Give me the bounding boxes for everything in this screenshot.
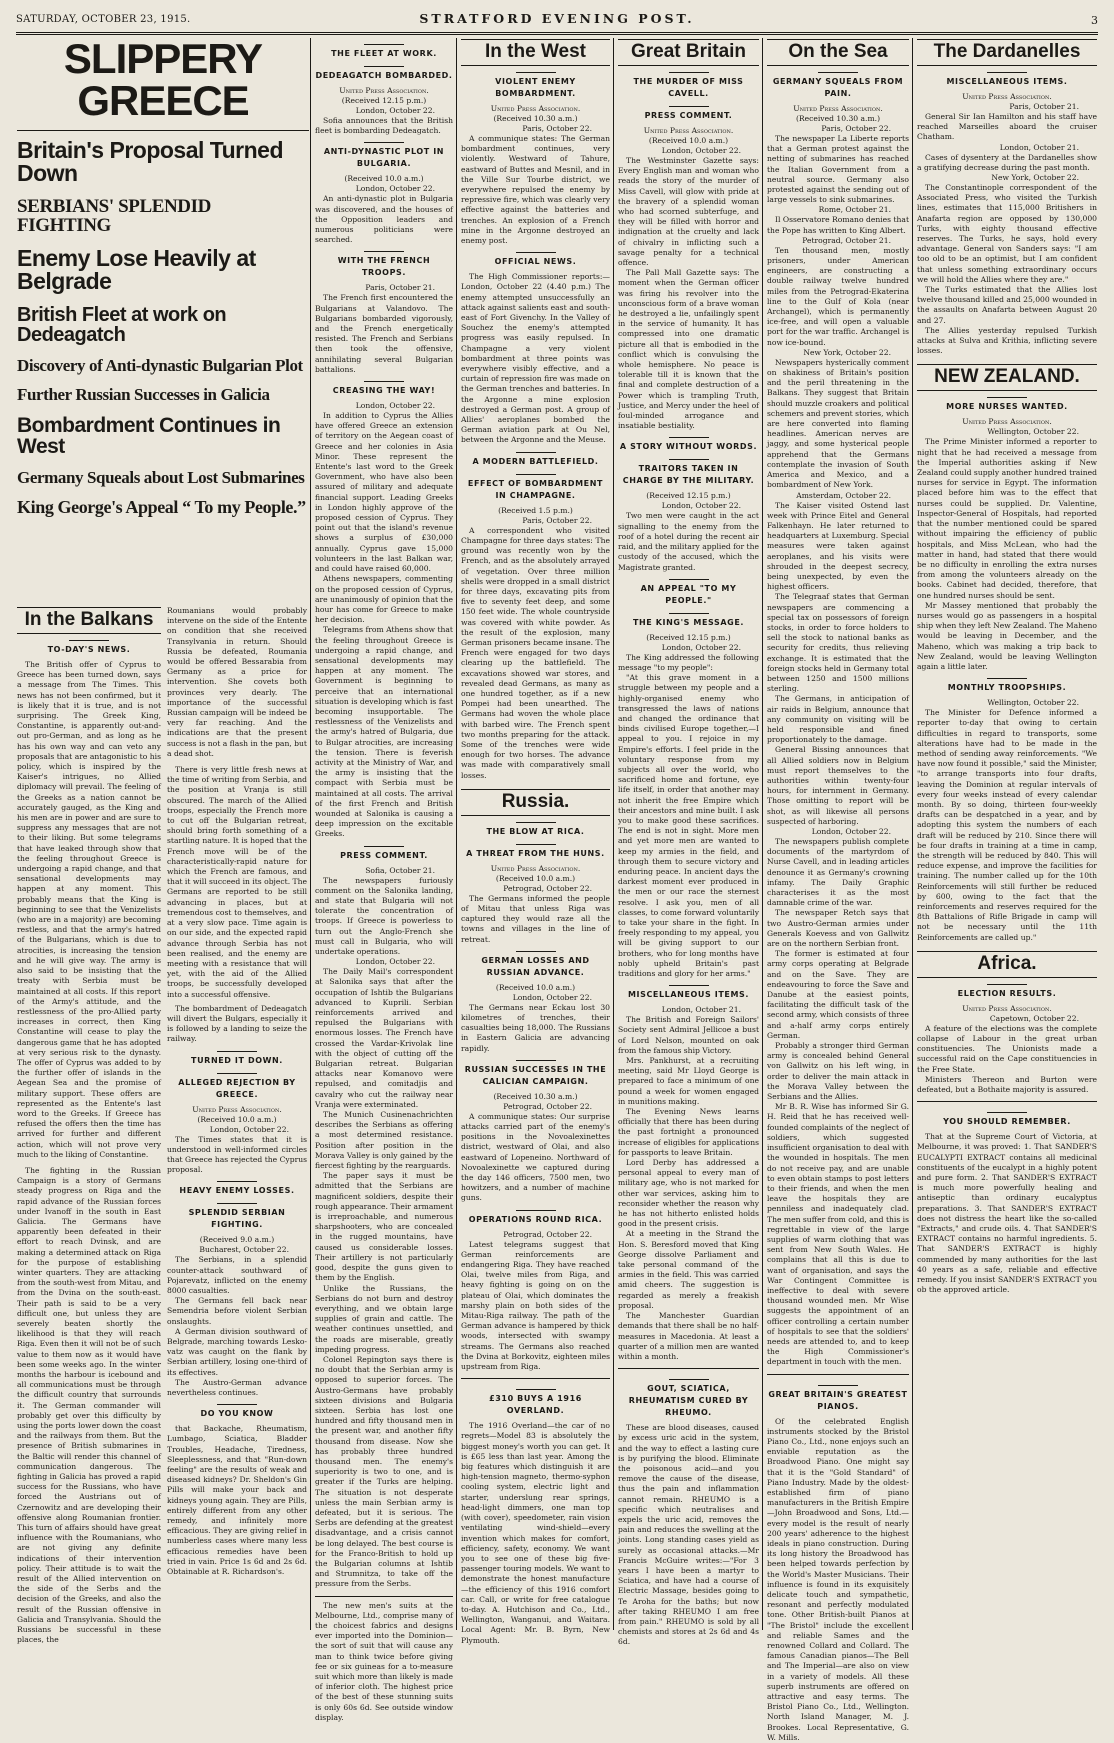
- section-heading-great-britain: Great Britain: [618, 39, 759, 66]
- article-paragraph: There is very little fresh news at the time of writing from Serbia, and the position at Vranja is still obscured. The march of the Allied troops, especially the French more to cut off the Bulgarian retreat, should bring forth something of a startling nature. It is hoped that the French move will be of the characteristically-rapid nature for which the French are famous, and that it will succeed in its object. The Germans are reported to be still advancing in places, but at tremendous cost to themselves, and at a very slow pace. Time again is on our side, and the expected rapid advance through Serbia has not been realised, and the enemy are meeting with a resistance that will yet, with the aid of the Allied troops, be successfully developed into a successful offensive.: [167, 765, 307, 999]
- agency-credit: United Press Association.: [339, 86, 429, 95]
- received-time: (Received 10.0 a.m.): [344, 174, 424, 184]
- subheading: THE KING'S MESSAGE.: [618, 613, 759, 629]
- dateline: Paris, October 21.: [1009, 102, 1079, 111]
- subheading: VIOLENT ENEMY BOMBARDMENT.: [461, 72, 610, 100]
- issue-date: SATURDAY, OCTOBER 23, 1915.: [16, 14, 191, 25]
- received-time: (Received 12.15 p.m.): [341, 96, 427, 105]
- dateline: Bucharest, October 22.: [199, 1245, 289, 1255]
- dateline: London, October 22.: [355, 106, 435, 115]
- section-heading-sea: On the Sea: [767, 39, 909, 66]
- section-heading-dardanelles: The Dardanelles: [917, 39, 1097, 66]
- subheading: DO YOU KNOW: [167, 1404, 307, 1420]
- article-paragraph: A feature of the elections was the complete collapse of Labour in the great urban constituencies. The Unionists made a successful raid on the Cape constituencies in the Free State.: [917, 1023, 1097, 1074]
- dateline: London, October 22.: [661, 501, 741, 511]
- received-time: (Received 10.0 a.m.): [197, 1114, 277, 1124]
- dateline: Wellington, October 22.: [987, 698, 1079, 708]
- article-paragraph: The newspapers publish complete documents of the martyrdom of Nurse Cavell, and in leading articles denounce it as Germany's crowning infamy. The Daily Graphic characterises it as the most damnable crime of the war.: [767, 837, 909, 908]
- subheading: THE FLEET AT WORK.: [315, 44, 453, 60]
- article-paragraph: Ministers Thereon and Burton were defeated, but a Bothaite majority is assured.: [917, 1074, 1097, 1095]
- section-heading-russia: Russia.: [461, 789, 610, 816]
- section-heading-africa: Africa.: [917, 951, 1097, 978]
- column-1: [14, 606, 164, 1645]
- article-paragraph: A German division southward of Belgrade, marching towards Lesko-vatz was caught on the flank by Serbian artillery, losing one-third of its effectives.: [167, 1326, 307, 1377]
- article-paragraph: At a meeting in the Strand the Hon. S. Beresford moved that King George dissolve Parliament and take personal command of the armies in the field. This was carried amid cheers. The suggestion is regarded as merely a freakish proposal.: [618, 1229, 759, 1310]
- subheading: MISCELLANEOUS ITEMS.: [917, 72, 1097, 88]
- dateline: London, October 22.: [661, 642, 741, 652]
- article-paragraph: Colonel Repington says there is no doubt that the Serbian army is opposed to superior forces. The Austro-Germans have probably sixteen divisions and Bulgaria sixteen. Serbia has lost one hundred and fifty thousand men in the present war, and another fifty thousand from disease. Now she has probably three hundred thousand men. The enemy's superiority is two to one, and is greater if the Turks are helping. The situation is not desperate unless the main Serbian army is defeated, but it is serious. The Serbs are defending at the greatest disadvantage, and a crisis cannot be long delayed. The best course is for the Franco-British to hold up the Bulgarian columns at Ishtib and Strumnitza, to take off the pressure from the Serbs.: [315, 1354, 453, 1589]
- article-paragraph: The newspaper Retch says that two Austro-German armies under Generals Koevess and von Gallwitz are on the northern Serbian front.: [767, 908, 909, 949]
- dateline: Petrograd, October 22.: [503, 1101, 592, 1111]
- agency-credit: United Press Association.: [962, 92, 1052, 101]
- column-5: [615, 38, 762, 1647]
- article-paragraph: Mrs. Pankhurst, at a recruiting meeting, said Mr Lloyd George is prepared to face a minimum of one pound a week for women engaged in munitions making.: [618, 1056, 759, 1106]
- advertisement-text: The new men's suits at the Melbourne, Ltd., comprise many of the choicest fabrics and designs ever imported into the Dominion—the sort of suit that will cause any man to think twice before giving fee or six guineas for a to-measure suit which more than likely is made of inferior cloth. The highest price of the best of these stunning suits is only 60s 6d. See outside window display.: [315, 1600, 453, 1722]
- article-paragraph: Athens newspapers, commenting on the proposed cession of Cyprus, are unanimously of opinion that the hour has come for Greece to make her decision.: [315, 574, 453, 625]
- subheading: CREASING THE WAY!: [315, 381, 453, 397]
- article-paragraph: The Evening News learns officially that there has been during the past fortnight a pronounced increase of eligibles for applications for passports to leave Britain.: [618, 1107, 759, 1157]
- dateline: London, October 22.: [355, 401, 435, 411]
- headline: Bombardment Continues in West: [17, 414, 281, 458]
- article-paragraph: A communique states: Our surprise attacks carried part of the enemy's positions in the Novoalexinettes district, westward of Olai, and also eastward of Lopeneino. Northward of Novoalexinette we captured during the day 146 officers, 7500 men, two howitzers, and a number of machine guns.: [461, 1111, 610, 1203]
- article-paragraph: The former is estimated at four army corps operating at Belgrade and on the Save. They are endeavouring to force the Save and Danube at the easiest points, facilitating the difficult task of the second army, which consists of three and a-half army corps entirely German.: [767, 949, 909, 1040]
- subheading: OPERATIONS ROUND RICA.: [461, 1210, 610, 1226]
- article-paragraph: The Kaiser visited Ostend last week with Prince Eitel and General Falkenhayn. He later returned to headquarters at Luxemburg. Special measures were taken against aeroplanes, and his visits were shrouded in the deepest secrecy, being unexpected, by even the highest officers.: [767, 500, 909, 592]
- article-paragraph: The Austro-German advance nevertheless continues.: [167, 1377, 307, 1397]
- column-rule: [456, 38, 457, 1630]
- article-paragraph: Roumanians would probably intervene on the side of the Entente on condition that she received Transylvania in return. Should Russia be defeated, Roumania would be offered Bessarabia from Germany as a price for intervention. She covets both provinces very dearly. The importance of the successful Russian campaign will be indeed be very far reaching. And the indications are that the present success is not a flash in the pan, but a dead shot.: [167, 606, 307, 758]
- headline: Enemy Lose Heavily at Belgrade: [17, 245, 256, 294]
- article-paragraph: The Germans, in anticipation of air raids in Belgium, announce that any community on visiting will be held responsible and fined proportionately to the damage.: [767, 694, 909, 745]
- dateline: Paris, October 22.: [821, 124, 891, 133]
- article-paragraph: General Bissing announces that all Allied soldiers now in Belgium must report themselves to the authorities within twenty-four hours, for internment in Germany. Those omitting to report will be shot, as will likewise all persons suspected of harboring.: [767, 745, 909, 826]
- dateline: Paris, October 22.: [522, 515, 592, 525]
- advertisement-text: These are blood diseases, caused by excess uric acid in the system, and the way to effect a lasting cure is by purifying the blood. Eliminate the poisonous acid—and you remove the cause of the disease, thus the pain and inflammation cannot remain. RHEUMO is a specific which neutralises and expels the uric acid, removes the pain and reduces the swelling at the joints. Long standing cases yield as surely as occasional attacks.—Mr Francis McGuire writes:—"For 3 years I have been a martyr to Sciatica, and have had a course of Electric Massage, besides going to Te Aroha for the baths; but now after taking RHEUMO I am free from pain." RHEUMO is sold by all chemists and stores at 2s 6d and 4s 6d.: [618, 1423, 759, 1647]
- received-time: (Received 10.0 a.m.): [495, 873, 576, 883]
- headline: Further Russian Successes in Galicia: [17, 385, 270, 404]
- subheading: TO-DAY'S NEWS.: [17, 640, 161, 656]
- article-paragraph: Mr Massey mentioned that probably the nurses would go as passengers in a hospital ship when they left New Zealand. The Maheno would be leaving in December, and the Maheno, which was making a trip back to New Zealand, would be leaving Wellington again a little later.: [917, 600, 1097, 671]
- subheading: GERMAN LOSSES AND RUSSIAN ADVANCE.: [461, 951, 610, 979]
- column-rule: [613, 38, 614, 1630]
- agency-credit: United Press Association.: [192, 1104, 282, 1114]
- column-6: [764, 38, 912, 1742]
- subheading: A STORY WITHOUT WORDS.: [618, 437, 759, 453]
- agency-credit: United Press Association.: [490, 863, 581, 873]
- subheading: ANTI-DYNASTIC PLOT IN BULGARIA.: [315, 142, 453, 170]
- newspaper-title: STRATFORD EVENING POST.: [419, 11, 695, 26]
- article-paragraph: Mr B. R. Wise has informed Sir G. H. Reid that he has received well-founded complaints of the neglect of soldiers, which suggested insufficient organisation to deal with the wounded in hospitals. The men do not receive pay, and are unable to even obtain stamps to post letters to their friends, and when the men leave the hospitals they are penniless and inadequately clad. The men suffer from cold, and this is regrettable in view of the large supplies of warm clothing that was sent from New South Wales. He complains that all this is due to want of organisation, and says the War Contingent Committee is ineffective to deal with severe thousand wounded men. Mr Wise suggests the appointment of an officer controlling a certain number of hospitals to see that the soldiers' needs are attended to, and to keep the High Commissioner's department in touch with the men.: [767, 1102, 909, 1367]
- subheading: AN APPEAL "TO MY PEOPLE.": [618, 579, 759, 607]
- dateline: Petrograd, October 21.: [802, 235, 891, 245]
- article-paragraph: "At this grave moment in a struggle between my people and a highly-organised enemy who transgressed the laws of nations and changed the ordinance that binds civilised Europe together,—I appeal to you. I rejoice in my Empire's efforts. I feel pride in the voluntary response from my subjects all over the world, who sacrificed home and fortune, eye life itself, in order that another may not inherit the free Empire which their ancestors and mine built. I ask you to make good these sacrifices. The end is not in sight. More men and yet more men are wanted to keep my armies in the field, and through them to secure victory and enduring peace. In ancient days the darkest moment ever produced in the men or our race the sternest resolve. I ask you, men of all classes, to come forward voluntarily to take your share in the fight. In freely responding to my appeal, you will be giving support to our brothers, who for long months have nobly upheld Britain's past traditions and glory for her arms.": [618, 673, 759, 978]
- article-paragraph: In addition to Cyprus the Allies have offered Greece an extension of territory on the Aegean coast of Greece and her colonies in Asia Minor. These represent the Entente's last word to the Greek Government, who have also been assured of military and adequate financial support. Leading Greeks in London highly approve of the proposed cession of Cyprus. They point out that the island's revenue shows a surplus of £30,000 annually. Cyprus gave 15,000 volunteers in the last Balkan war, and could have raised 60,000.: [315, 411, 453, 574]
- subheading: A THREAT FROM THE HUNS.: [461, 844, 610, 860]
- article-paragraph: The Telegraaf states that German newspapers are commencing a special tax on possessors of foreign stocks, in order to force holders to sell the stock to national banks as security for credits, thus relieving exchange. It is estimated that the foreign stocks held in Germany total between 1250 and 1500 millions sterling.: [767, 592, 909, 694]
- article-paragraph: The fighting in the Russian Campaign is a story of Germans steady progress on Riga and the rapid advance of the Russian forces under Ivanoff in the south in East Galicia. The Germans have apparently been defeated in their effort to reach Dvinsk, and are making a determined attack on Riga for the purpose of establishing winter quarters. They are attacking from the south-west from Mitau, and from the Dvina on the south-east. Their path is said to be a very difficult one, but unless they are severely beaten shortly the likelihood is that they will reach Riga. Even then it will not be of such value to them now as it would have been some weeks ago. In the winter months the harbour is icebound and all communications must be through the difficult country that surrounds it. The German commander will probably get over this difficulty by using the ports lower down the coast and the railways from them. But the presence of British submarines in the Baltic will render this channel of communication dangerous. The fighting in Galicia has proved a rapid success for the Russians, who have forced the Austrians out of Czernowitz and are developing their offensive along Roumanian frontier. This turn of affairs should have great influence with the Roumanians, who are not giving any definite indications of their intervention policy. Their attitude is to wait the result of the Allied intervention on the side of the Serbs and the decision of the Greeks, and also the result of the Russian offensive in Galicia and Transylvania. Should the Russians be successful in these places, the: [17, 1165, 161, 1645]
- article-paragraph: The Daily Mail's correspondent at Salonika says that after the occupation of Ishtib the Bulgarians advanced to Kuprili. Serbian reinforcements arrived and repulsed the Bulgarians with enormous losses. The French have crossed the Vardar-Krivolak line with the object of cutting off the Bulgarian retreat. Bulgarian attacks near Komanovo were repulsed, and comitadjis and cavalry who cut the railway near Vranja were exterminated.: [315, 967, 453, 1109]
- subheading: RUSSIAN SUCCESSES IN THE CALICIAN CAMPAIGN.: [461, 1060, 610, 1088]
- article-paragraph: A communique states: The German bombardment continues, very violently. Westward of Tahure, eastward of Buttes and Mesnil, and in the Ville Sur Tourbe district, we everywhere repulsed the enemy by repressive fire, which was clearly very effective against the batteries and trenches. An explosion of a French mine in the Argonne destroyed an enemy post.: [461, 134, 610, 246]
- article-paragraph: The Times states that it is understood in well-informed circles that Greece has rejected the Cyprus proposal.: [167, 1134, 307, 1175]
- headline: Discovery of Anti-dynastic Bulgarian Plot: [17, 356, 303, 375]
- advertisement-text: The 1916 Overland—the car of no regrets—Model 83 is absolutely the biggest money's worth you can get. It is £65 less than last year. Among the big features which distinguish it are high-tension magneto, thermo-syphon cooling system, electric light and starter, underslung rear springs, head-light dimmers, one man top (with cover), speedometer, rain vision ventilating wind-shield—every invention which makes for comfort, efficiency, safety, economy. We want you to see one of these big five-passenger touring models. We want to demonstrate the honest manufacture—the efficiency of this 1916 comfort car. Call, or write for free catalogue to-day. A. Hutchison and Co., Ltd., Wellington, Wanganui, and Waitara. Local Agent: Mr. B. Byrn, New Plymouth.: [461, 1421, 610, 1645]
- article-paragraph: The Germans near Eckau lost 30 kilometres of trenches, their casualties being 18,000. The Russians in Eastern Galicia are advancing rapidly.: [461, 1002, 610, 1053]
- article-paragraph: Telegrams from Athens show that the feeling throughout Greece is undergoing a rapid change, and sensational developments may happen at any moment. The Government is beginning to perceive that an international situation is developing which is fast becoming insupportable. The restlessness of the Venizelists and the army's hatred of Bulgaria, due to Bulgar atrocities, are increasing the tension. There is feverish activity at the Ministry of War, and the army is insisting that the compact with Serbia must be maintained at all costs. The arrival of the first French and British wounded at Salonika is causing a deep impression on the excitable Greeks.: [315, 625, 453, 839]
- section-heading-west: In the West: [461, 39, 610, 66]
- article-paragraph: The Pall Mall Gazette says: The moment when the German officer was firing his revolver into the unconscious form of a brave woman he destroyed a lie, unfailingly spent in the service of humanity. It has compressed into one dramatic picture all that is embodied in the conflict which is convulsing the whole hemisphere. No peace is tolerable till it is known that the final and complete destruction of a Power which is trampling Truth, Justice, and Mercy under the heel of foul-minded arrogance and insatiable bestiality.: [618, 268, 759, 431]
- article-paragraph: Sofia announces that the British fleet is bombarding Dedeagatch.: [315, 116, 453, 136]
- article-paragraph: Lord Derby has addressed a personal appeal to every man of military age, who is not marked for other war services, asking him to reconsider whether the reason why he has not hitherto enlisted holds good in the present crisis.: [618, 1158, 759, 1229]
- subheading: EFFECT OF BOMBARDMENT IN CHAMPAGNE.: [461, 474, 610, 502]
- subheading: TURNED IT DOWN.: [167, 1051, 307, 1067]
- subheading: MISCELLANEOUS ITEMS.: [618, 985, 759, 1001]
- dateline: London, October 22.: [355, 184, 435, 194]
- article-paragraph: The High Commissioner reports:— London, October 22 (4.40 p.m.) The enemy attempted unsuccessfully an attack against salients east and south-east of Fort Givenchy. In the Valley of Souchez the enemy's attempted progress was easily repulsed. In Champagne a very violent bombardment at three points was everywhere visibly effective, and a curtain of repression fire was made on the German trenches and batteries. In the Argonne a mine explosion destroyed a German post. A group of Allies' aeroplanes bombed the German aviation park at Ou Nel, between the Argonne and the Meuse.: [461, 272, 610, 445]
- subheading: MORE NURSES WANTED.: [917, 397, 1097, 413]
- article-paragraph: The Munich Cusinenachrichten describes the Serbians as offering a most determined resistance. Position after position in the Morava Valley is only gained by the fiercest fighting by the rearguards.: [315, 1110, 453, 1171]
- article-paragraph: The Allies yesterday repulsed Turkish attacks at Sulva and Krithia, inflicting severe losses.: [917, 325, 1097, 356]
- article-paragraph: The Serbians, in a splendid counter-attack southward of Pojarevatz, inflicted on the enemy 8000 casualties.: [167, 1255, 307, 1295]
- agency-credit: United Press Association.: [962, 1003, 1052, 1013]
- headline: King George's Appeal “ To my People.”: [17, 497, 306, 517]
- headline: SERBIANS' SPLENDID FIGHTING: [17, 196, 211, 236]
- subheading: ALLEGED REJECTION BY GREECE.: [167, 1073, 307, 1101]
- subheading: PRESS COMMENT.: [315, 846, 453, 862]
- advertisement-text: That at the Supreme Court of Victoria, at Melbourne, it was proved: 1. That SANDER'S EUCALYPTI EXTRACT contains all medicinal constituents of the eucalypt in a highly potent and pure form. 2. That SANDER'S EXTRACT is much more powerfully healing and antiseptic than ordinary eucalyptus preparations. 3. That SANDER'S EXTRACT does not distress the heart like the so-called "Extracts," and crude oils. 4. That SANDER'S EXTRACT contains no harmful ingredients. 5. That SANDER'S EXTRACT is highly commended by many authorities for the last 40 years as a safe, reliable and effective remedy. If you insist SANDER'S EXTRACT you ob the approved article.: [917, 1132, 1097, 1295]
- subheading: OFFICIAL NEWS.: [461, 252, 610, 268]
- article-paragraph: Cases of dysentery at the Dardanelles show a gratifying decrease during the past month.: [917, 152, 1097, 172]
- article-paragraph: Unlike the Russians, the Serbians do not burn and destroy everything, and we obtain large supplies of grain and cattle. The weather continues unsettled, and the roads are miserable, greatly impeding progress.: [315, 1283, 453, 1354]
- subheading: WITH THE FRENCH TROOPS.: [315, 251, 453, 279]
- dateline: Petrograd, October 22.: [503, 883, 592, 893]
- subheading: ELECTION RESULTS.: [917, 984, 1097, 1000]
- dateline: Petrograd, October 22.: [503, 1229, 592, 1239]
- page-number: 3: [1091, 14, 1098, 27]
- dateline: Wellington, October 22.: [987, 427, 1079, 437]
- subheading: DEDEAGATCH BOMBARDED.: [315, 66, 453, 82]
- column-rule: [762, 38, 763, 1630]
- article-paragraph: The Manchester Guardian demands that there shall be no half-measures in Macedonia. At least a quarter of a million men are wanted within a month.: [618, 1311, 759, 1361]
- advertisement-heading: GREAT BRITAIN'S GREATEST PIANOS.: [767, 1385, 909, 1413]
- main-headline: SLIPPERY GREECE: [63, 35, 263, 124]
- article-paragraph: General Sir Ian Hamilton and his staff have reached Marseilles aboard the cruiser Chatham.: [917, 112, 1097, 142]
- article-paragraph: An anti-dynastic plot in Bulgaria was discovered, and the houses of the Opposition leaders and numerous politicians were searched.: [315, 194, 453, 245]
- subheading: MONTHLY TROOPSHIPS.: [917, 678, 1097, 694]
- article-paragraph: Two men were caught in the act signalling to the enemy from the roof of a hotel during the recent air raid, and the military applied for the custody of the accused, which the Magistrate granted.: [618, 511, 759, 572]
- received-time: (Received 12.15 p.m.): [646, 632, 731, 642]
- article-paragraph: The French first encountered the Bulgarians at Valandovo. The Bulgarians bombarded vigorously, and the French energetically resisted. The French and Serbians then took the offensive, annihilating several Bulgarian battalions.: [315, 293, 453, 374]
- dateline: New York, October 22.: [803, 347, 891, 357]
- article-paragraph: The Germans informed the people of Mitau that unless Riga was captured they would raze all the towns and villages in the line of retreat.: [461, 893, 610, 944]
- agency-credit: United Press Association.: [643, 126, 734, 135]
- received-time: (Received 10.0 a.m.): [648, 136, 729, 145]
- advertisement-heading: £310 BUYS A 1916 OVERLAND.: [461, 1389, 610, 1417]
- article-paragraph: The Germans fell back near Semendria before violent Serbian onslaughts.: [167, 1296, 307, 1326]
- subheading: GERMANY SQUEALS FROM PAIN.: [767, 72, 909, 100]
- article-paragraph: The Westminster Gazette says: Every English man and woman who reads the story of the murder of Miss Cavell, will glow with pride at the bravery of a splendid woman who had scorned subterfuge, and they will be filled with horror and indignation at the cruelty and lack of chivalry in inflicting such a savage penalty for a technical offence.: [618, 156, 759, 268]
- dateline: London, October 22.: [209, 1124, 289, 1134]
- article-paragraph: Ten thousand men, mostly prisoners, under American engineers, are constructing a double railway twelve hundred miles from the Petrograd-Ekaterina line to the Gulf of Kola (near Archangel), which is permanently ice-free, and will open a valuable port for the war traffic. Archangel is now ice-bound.: [767, 245, 909, 347]
- article-paragraph: The King addressed the following message "to my people":: [618, 652, 759, 672]
- article-paragraph: The British and Foreign Sailors' Society sent Admiral Jellicoe a bust of Lord Nelson, mounted on oak from the famous ship Victory.: [618, 1015, 759, 1055]
- article-paragraph: The paper says it must be admitted that the Serbians are magnificent soldiers, despite their rough appearance. Their armament is irreproachable, and numerous sharpshooters, who are concealed in the rugged mountains, have caused us considerable losses. Their artillery is not particularly good, despite the guns given to them by the English.: [315, 1171, 453, 1283]
- section-heading-new-zealand: NEW ZEALAND.: [917, 364, 1097, 391]
- column-2: [164, 606, 310, 1630]
- dateline: Sofia, October 21.: [365, 865, 435, 875]
- dateline: Amsterdam, October 22.: [796, 490, 891, 500]
- article-paragraph: A correspondent who visited Champagne for three days states: The ground was recently won by the French, and as the absolutely arrayed of vegetation. Over three million shells were dropped in a small district for three days, excavating pits from five to seventy feet deep, and some 150 feet wide. The whole countryside was covered with white powder. As the result of the explosion, many German prisoners became insane. The French were engaged for two days clearing up the battlefield. The excavations showed war stores, and revealed dead Germans, as many as one hundred together, as if a new Pompei had been unearthed. The Germans had woven the whole place with barbed wire. The French spent two months preparing for the attack. Some of the trenches were wide enough for two horses. The advance was made with comparatively small losses.: [461, 525, 610, 780]
- headline: British Fleet at work on Dedeagatch: [17, 304, 227, 346]
- article-paragraph: Il Osservatore Romano denies that the Pope has written to King Albert.: [767, 215, 909, 235]
- received-time: (Received 10.30 a.m.): [795, 114, 881, 123]
- masthead: [16, 6, 1098, 35]
- column-4: [458, 38, 613, 1645]
- headline: Britain's Proposal Turned Down: [17, 137, 284, 186]
- subheading: THE BLOW AT RICA.: [461, 822, 610, 838]
- dateline: New York, October 22.: [991, 173, 1079, 183]
- dateline: London, October 21.: [999, 142, 1079, 152]
- received-time: (Received 12.15 p.m.): [646, 491, 731, 501]
- subheading: TRAITORS TAKEN IN CHARGE BY THE MILITARY.: [618, 459, 759, 487]
- dateline: London, October 22.: [811, 827, 891, 836]
- subheading: A MODERN BATTLEFIELD.: [461, 452, 610, 468]
- dateline: Capetown, October 22.: [989, 1013, 1079, 1023]
- article-paragraph: Latest telegrams suggest that German reinforcements are endangering Riga. They have reached Olai, twelve miles from Riga, and heavy fighting is going on on the plateau of Olai, which dominates the marshy plain on both sides of the Mitau-Riga railway. The path of the German advance is hampered by thick woods, intersected with swampy streams. The Germans also reached the Dvina at Borkovitz, eighteen miles upstream from Riga.: [461, 1239, 610, 1372]
- subheading: HEAVY ENEMY LOSSES.: [167, 1181, 307, 1197]
- article-paragraph: The British offer of Cyprus to Greece has been turned down, says a message from The Times. This news has not been confirmed, but it is likely that it is true, and is not surprising. The Greek King, Constantine, is apparently out-and-out pro-German, and as long as he has his own way and can veto any proposals that are antagonistic to his policy, which is inspired by the Kaiser's intrigues, no Allied diplomacy will prevail. The feeling of the Greeks as a nation cannot be accurately gauged, as the King and his men are in power and are sure to suppress any messages that are not to their liking. But some telegrams that have leaked through show that the feeling throughout Greece is undergoing a rapid change, and that sensational developments may happen at any moment. This probably means that the King is beginning to see that the Venizelists (who are in a majority) are becoming restless, and that the army's hatred of the Bulgarians, which is due to atrocities, is increasing the tension and he will give way. The army is also said to be insisting that the treaty with Serbia must be maintained at all costs. If this report of the Army's attitude, and the restlessness of the pro-Allied party increases in correct, then King Constantine will cease to play the dangerous game that he has adopted at very serious risk to the dynasty. The offer of Cyprus was added to by the further offer of islands in the Aegean Sea and the promise of military support. These offers are represented as the Entente's last word to the Greeks. If Greece has refused the offers then the time has arrived for further and different action, which will not prove very much to the liking of Constantine.: [17, 660, 161, 1159]
- section-heading-balkans: In the Balkans: [17, 607, 161, 634]
- article-paragraph: Probably a stronger third German army is concealed behind General von Gallwitz on his left wing, in order to deliver the main attack in the Morava Valley between the Serbians and the Allies.: [767, 1041, 909, 1102]
- article-paragraph: Newspapers hysterically comment on shakiness of Britain's position and the peril threatening in the Balkans. They suggest that Britain should muzzle croakers and political schemers and prevent stories, which are here converted into flaming headlines. American nerves are jaggy, and some hysterical people apprehend that the Germans contemplate the invasion of South America and Mexico, and a bombardment of New York.: [767, 357, 909, 490]
- dateline: London, October 22.: [355, 957, 435, 967]
- subheading: THE MURDER OF MISS CAVELL.: [618, 72, 759, 100]
- subheading: SPLENDID SERBIAN FIGHTING.: [167, 1203, 307, 1231]
- dateline: London, October 22.: [512, 992, 592, 1002]
- headline: Germany Squeals about Lost Submarines: [17, 468, 305, 487]
- column-3: [312, 38, 456, 1722]
- dateline: Paris, October 22.: [522, 124, 592, 133]
- article-paragraph: The newspapers furiously comment on the Salonika landing, and state that Bulgaria will not tolerate the concentration of troops. If Greece is powerless to turn out the Anglo-French she must call in Bulgaria, who will undertake operations.: [315, 875, 453, 956]
- agency-credit: United Press Association.: [490, 104, 581, 113]
- dateline: London, October 21.: [661, 1005, 741, 1015]
- advertisement-heading: GOUT, SCIATICA, RHEUMATISM CURED BY RHEUMO.: [618, 1379, 759, 1419]
- received-time: (Received 10.30 a.m.): [493, 1091, 578, 1101]
- advertisement-text: Of the celebrated English instruments stocked by the Bristol Piano Co., Ltd., none enjoys such an enviable reputation as the Broadwood Piano. One might say that it is the "Gold Standard" of Piano Industry. Made by the oldest-established firm of piano manufacturers in the British Empire—John Broadwood and Sons, Ltd.—every model is the result of nearly 200 years' adherence to the highest ideals in piano construction. During its long history the Broadwood has been helped towards perfection by the World's Master Musicians. Their influence is found in its exquisitely delicate touch and sympathetic, resonant and perfectly modulated tone. Other British-built Pianos at "The Bristol" include the excellent and reliable Sames and the renowned Collard and Collard. The famous Canadian pianos—The Bell and The Imperial—are also on view in a variety of models. All these superb instruments are offered on attractive and easy terms. The Bristol Piano Co., Ltd., Wellington. North Island Manager, M. J. Brookes. Local Representative, G. W. Mills.: [767, 1416, 909, 1742]
- article-paragraph: The Constantinople correspondent of the Associated Press, who visited the Turkish lines, estimates that 115,000 Britishers in Anafarta region are opposed by 130,000 Turks, with eighty thousand effective reserves. The Turks, he says, hold every advantage. General von Sanders says: "I am too old to be an optimist, but I am confident that unless something extraordinary occurs we will hold the Allies where they are.": [917, 183, 1097, 284]
- subheading: PRESS COMMENT.: [618, 106, 759, 122]
- dateline: Paris, October 21.: [365, 283, 435, 293]
- article-paragraph: The Minister for Defence informed a reporter to-day that owing to certain difficulties in regard to transports, some alterations have had to be made in the method of sending away reinforcements. "We have now found it possible," said the Minister, "to arrange transports into four drafts, leaving the Dominion at regular intervals of every four weeks instead of every calendar month. By so doing, thirteen four-weekly drafts can be despatched in a year, and by adopting this system the numbers of each draft will be reduced by 210. Since there will be four drafts in training at a time in camp, the strength will be reduced by 840. This will reduce expense, and improve the facilities for training. The number called up for the 10th Reinforcements will still further be reduced by 600, owing to the fact that the reinforcements and reserves required for the 8th Battalions of Rifle Brigade in camp will not be necessary until the 11th Reinforcements are called up.": [917, 708, 1097, 942]
- agency-credit: United Press Association.: [793, 104, 883, 113]
- article-paragraph: The newspaper La Liberte reports that a German protest against the netting of submarines has reached the Italian Government from a neutral source. Germany also protested against the sending out of large vessels to sink submarines.: [767, 134, 909, 205]
- received-time: (Received 1.5 p.m.): [498, 505, 573, 515]
- article-paragraph: The Prime Minister informed a reporter to night that he had received a message from the Imperial authorities asking if New Zealand could supply another hundred trained nurses for service in Egypt. The information placed before him was to the effect that nurses could be supplied. Dr. Valentine, Inspector-General of Hospitals, had reported that the number mentioned could be spared without impairing the efficiency of public hospitals, and Miss McLean, who had the matter in hand, had stated that there would be no difficulty in enrolling the extra nurses from among the volunteers already on the books. Cabinet had decided, therefore, that one hundred nurses should be sent.: [917, 437, 1097, 600]
- advertisement-text: that Backache, Rheumatism, Lumbago, Sciatica, Bladder Troubles, Headache, Tiredness, Sleeplessness, and that "Run-down feeling" are the results of weak and diseased kidneys? Dr. Sheldon's Gin Pills will make your back and kidneys young again. They are Pills, entirely different from any other remedy, and infinitely more efficacious. They are giving relief in numberless cases where many less efficacious remedies have been tried in vain. Price 1s 6d and 2s 6d. Obtainable at R. Richardson's.: [167, 1424, 307, 1577]
- received-time: (Received 10.30 a.m.): [493, 114, 578, 123]
- article-paragraph: The bombardment of Dedeagatch will divert the Bulgars, especially it is followed by a landing to seize the railway.: [167, 1003, 307, 1044]
- received-time: (Received 10.0 a.m.): [495, 982, 576, 992]
- received-time: (Received 9.0 a.m.): [199, 1235, 275, 1245]
- agency-credit: United Press Association.: [962, 417, 1052, 427]
- column-rule: [912, 38, 913, 1630]
- advertisement-heading: YOU SHOULD REMEMBER.: [917, 1112, 1097, 1128]
- column-7: [914, 38, 1100, 1630]
- dateline: Rome, October 21.: [818, 205, 891, 215]
- article-paragraph: The Turks estimated that the Allies lost twelve thousand killed and 25,000 wounded in the assaults on Anafarta between August 20 and 27.: [917, 285, 1097, 325]
- dateline: London, October 22.: [661, 146, 741, 155]
